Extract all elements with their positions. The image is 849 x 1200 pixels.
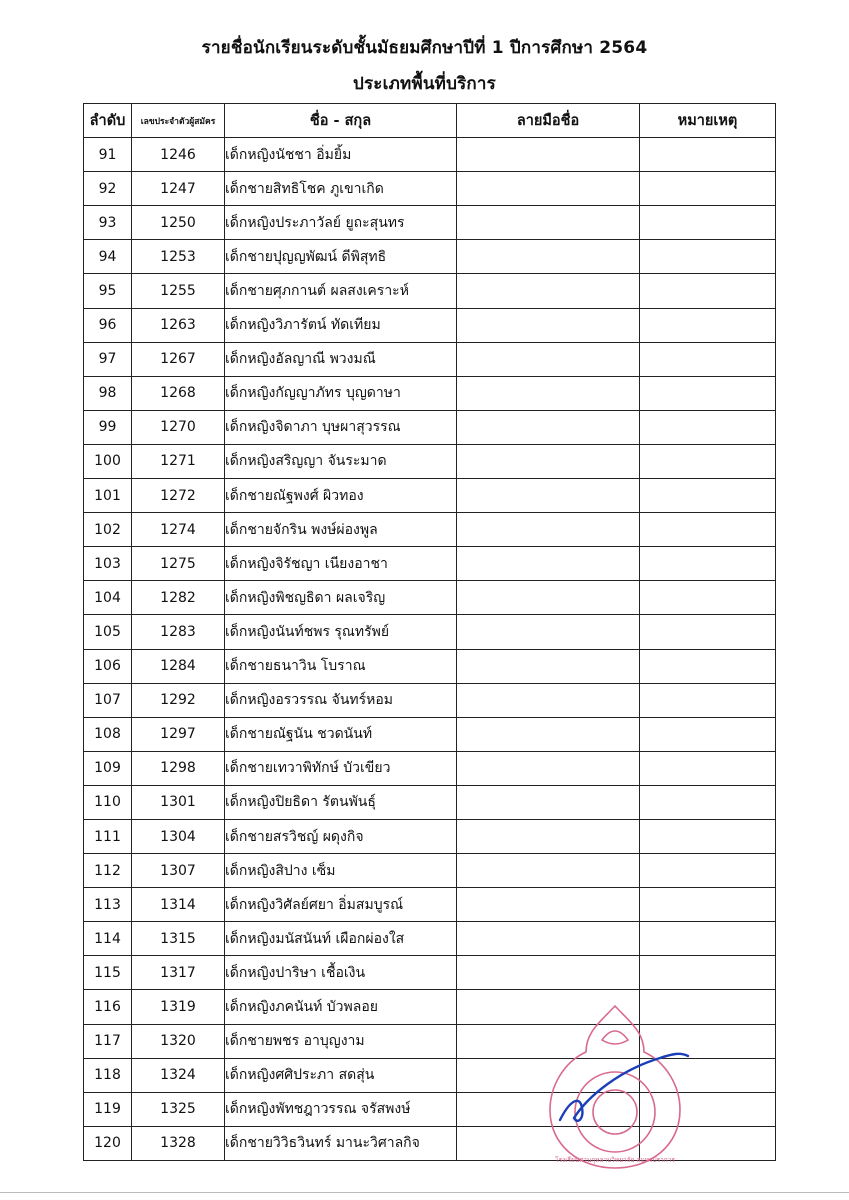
row-applicant-id: 1297 bbox=[132, 717, 225, 751]
row-signature-cell bbox=[457, 683, 640, 717]
column-header-applicant-id: เลขประจำตัวผู้สมัคร bbox=[132, 104, 225, 138]
row-student-name: เด็กหญิงนัชชา อิ่มยิ้ม bbox=[225, 138, 457, 172]
row-remark-cell bbox=[640, 649, 776, 683]
row-student-name: เด็กชายพชร อาบุญงาม bbox=[225, 1024, 457, 1058]
row-applicant-id: 1298 bbox=[132, 751, 225, 785]
row-remark-cell bbox=[640, 479, 776, 513]
row-applicant-id: 1319 bbox=[132, 990, 225, 1024]
row-signature-cell bbox=[457, 819, 640, 853]
row-order-number: 103 bbox=[84, 547, 132, 581]
row-remark-cell bbox=[640, 956, 776, 990]
row-student-name: เด็กหญิงจิรัชญา เนียงอาชา bbox=[225, 547, 457, 581]
row-order-number: 115 bbox=[84, 956, 132, 990]
table-row bbox=[84, 479, 776, 513]
table-row bbox=[84, 513, 776, 547]
row-applicant-id: 1253 bbox=[132, 240, 225, 274]
row-remark-cell bbox=[640, 785, 776, 819]
row-student-name: เด็กหญิงภคนันท์ บัวพลอย bbox=[225, 990, 457, 1024]
row-student-name: เด็กหญิงมนัสนันท์ เผือกผ่องใส bbox=[225, 922, 457, 956]
row-applicant-id: 1250 bbox=[132, 206, 225, 240]
row-signature-cell bbox=[457, 444, 640, 478]
table-row bbox=[84, 922, 776, 956]
row-student-name: เด็กหญิงสิปาง เซ็ม bbox=[225, 854, 457, 888]
row-applicant-id: 1270 bbox=[132, 410, 225, 444]
row-order-number: 107 bbox=[84, 683, 132, 717]
table-row bbox=[84, 888, 776, 922]
row-order-number: 113 bbox=[84, 888, 132, 922]
row-student-name: เด็กหญิงพัทชฎาวรรณ จรัสพงษ์ bbox=[225, 1092, 457, 1126]
row-student-name: เด็กหญิงปาริษา เชื้อเงิน bbox=[225, 956, 457, 990]
table-row bbox=[84, 956, 776, 990]
row-order-number: 93 bbox=[84, 206, 132, 240]
row-remark-cell bbox=[640, 376, 776, 410]
table-row bbox=[84, 308, 776, 342]
school-seal-stamp bbox=[540, 1000, 690, 1175]
row-order-number: 118 bbox=[84, 1058, 132, 1092]
row-order-number: 96 bbox=[84, 308, 132, 342]
row-student-name: เด็กชายจักริน พงษ์ผ่องพูล bbox=[225, 513, 457, 547]
row-student-name: เด็กชายวิวิธวินทร์ มานะวิศาลกิจ bbox=[225, 1126, 457, 1160]
row-applicant-id: 1304 bbox=[132, 819, 225, 853]
table-row bbox=[84, 581, 776, 615]
row-order-number: 100 bbox=[84, 444, 132, 478]
row-applicant-id: 1255 bbox=[132, 274, 225, 308]
row-order-number: 102 bbox=[84, 513, 132, 547]
row-applicant-id: 1320 bbox=[132, 1024, 225, 1058]
row-student-name: เด็กหญิงวิศัลย์ศยา อิ่มสมบูรณ์ bbox=[225, 888, 457, 922]
row-signature-cell bbox=[457, 615, 640, 649]
row-remark-cell bbox=[640, 308, 776, 342]
row-remark-cell bbox=[640, 513, 776, 547]
row-signature-cell bbox=[457, 240, 640, 274]
row-remark-cell bbox=[640, 751, 776, 785]
row-remark-cell bbox=[640, 444, 776, 478]
row-applicant-id: 1284 bbox=[132, 649, 225, 683]
table-row bbox=[84, 342, 776, 376]
row-student-name: เด็กหญิงสริญญา จันระมาด bbox=[225, 444, 457, 478]
row-order-number: 101 bbox=[84, 479, 132, 513]
row-order-number: 108 bbox=[84, 717, 132, 751]
row-order-number: 92 bbox=[84, 172, 132, 206]
table-row bbox=[84, 717, 776, 751]
row-applicant-id: 1247 bbox=[132, 172, 225, 206]
row-order-number: 109 bbox=[84, 751, 132, 785]
table-row bbox=[84, 785, 776, 819]
column-header-signature: ลายมือชื่อ bbox=[457, 104, 640, 138]
row-applicant-id: 1301 bbox=[132, 785, 225, 819]
table-row bbox=[84, 683, 776, 717]
row-order-number: 110 bbox=[84, 785, 132, 819]
row-applicant-id: 1325 bbox=[132, 1092, 225, 1126]
row-applicant-id: 1267 bbox=[132, 342, 225, 376]
table-row bbox=[84, 854, 776, 888]
row-applicant-id: 1317 bbox=[132, 956, 225, 990]
row-student-name: เด็กชายสิทธิโชค ภูเขาเกิด bbox=[225, 172, 457, 206]
row-applicant-id: 1292 bbox=[132, 683, 225, 717]
row-remark-cell bbox=[640, 547, 776, 581]
row-order-number: 120 bbox=[84, 1126, 132, 1160]
row-order-number: 112 bbox=[84, 854, 132, 888]
row-applicant-id: 1246 bbox=[132, 138, 225, 172]
row-order-number: 104 bbox=[84, 581, 132, 615]
row-signature-cell bbox=[457, 138, 640, 172]
row-applicant-id: 1282 bbox=[132, 581, 225, 615]
row-student-name: เด็กหญิงประภาวัลย์ ยูถะสุนทร bbox=[225, 206, 457, 240]
handwritten-signature bbox=[560, 1054, 688, 1121]
row-remark-cell bbox=[640, 854, 776, 888]
row-signature-cell bbox=[457, 547, 640, 581]
table-row bbox=[84, 172, 776, 206]
row-signature-cell bbox=[457, 717, 640, 751]
row-signature-cell bbox=[457, 888, 640, 922]
row-remark-cell bbox=[640, 410, 776, 444]
table-row bbox=[84, 751, 776, 785]
seal-text: โรงเรียนสวนกุหลาบวิทยาลัย สมุทรปราการ bbox=[555, 1156, 675, 1164]
column-header-order: ลำดับ bbox=[84, 104, 132, 138]
row-applicant-id: 1272 bbox=[132, 479, 225, 513]
row-order-number: 99 bbox=[84, 410, 132, 444]
row-order-number: 116 bbox=[84, 990, 132, 1024]
table-row bbox=[84, 240, 776, 274]
table-row bbox=[84, 819, 776, 853]
row-applicant-id: 1274 bbox=[132, 513, 225, 547]
row-order-number: 119 bbox=[84, 1092, 132, 1126]
table-row bbox=[84, 274, 776, 308]
row-applicant-id: 1314 bbox=[132, 888, 225, 922]
row-signature-cell bbox=[457, 854, 640, 888]
table-row bbox=[84, 649, 776, 683]
row-remark-cell bbox=[640, 240, 776, 274]
column-header-remark: หมายเหตุ bbox=[640, 104, 776, 138]
row-signature-cell bbox=[457, 956, 640, 990]
document-title: รายชื่อนักเรียนระดับชั้นมัธยมศึกษาปีที่ 1 ปีการศึกษา 2564 bbox=[201, 38, 648, 58]
column-header-name: ชื่อ - สกุล bbox=[225, 104, 457, 138]
row-applicant-id: 1324 bbox=[132, 1058, 225, 1092]
row-student-name: เด็กชายณัฐพงศ์ ผิวทอง bbox=[225, 479, 457, 513]
table-row bbox=[84, 547, 776, 581]
table-row bbox=[84, 138, 776, 172]
table-row bbox=[84, 206, 776, 240]
row-order-number: 97 bbox=[84, 342, 132, 376]
row-student-name: เด็กชายสรวิชญ์ ผดุงกิจ bbox=[225, 819, 457, 853]
row-signature-cell bbox=[457, 376, 640, 410]
row-remark-cell bbox=[640, 819, 776, 853]
row-student-name: เด็กหญิงกัญญาภัทร บุญดาษา bbox=[225, 376, 457, 410]
row-applicant-id: 1283 bbox=[132, 615, 225, 649]
row-signature-cell bbox=[457, 785, 640, 819]
table-row bbox=[84, 444, 776, 478]
table-row bbox=[84, 376, 776, 410]
row-remark-cell bbox=[640, 206, 776, 240]
row-student-name: เด็กหญิงอัลญาณี พวงมณี bbox=[225, 342, 457, 376]
row-student-name: เด็กหญิงพิชญธิดา ผลเจริญ bbox=[225, 581, 457, 615]
row-signature-cell bbox=[457, 274, 640, 308]
table-row bbox=[84, 410, 776, 444]
row-student-name: เด็กหญิงศศิประภา สดสุ่น bbox=[225, 1058, 457, 1092]
row-order-number: 95 bbox=[84, 274, 132, 308]
row-student-name: เด็กหญิงอรวรรณ จันทร์หอม bbox=[225, 683, 457, 717]
row-student-name: เด็กชายเทวาพิทักษ์ บัวเขียว bbox=[225, 751, 457, 785]
row-order-number: 106 bbox=[84, 649, 132, 683]
row-order-number: 91 bbox=[84, 138, 132, 172]
row-order-number: 111 bbox=[84, 819, 132, 853]
row-applicant-id: 1268 bbox=[132, 376, 225, 410]
row-order-number: 114 bbox=[84, 922, 132, 956]
row-remark-cell bbox=[640, 172, 776, 206]
row-applicant-id: 1271 bbox=[132, 444, 225, 478]
document-subtitle: ประเภทพื้นที่บริการ bbox=[352, 74, 496, 94]
table-row bbox=[84, 615, 776, 649]
row-signature-cell bbox=[457, 649, 640, 683]
row-signature-cell bbox=[457, 410, 640, 444]
row-order-number: 98 bbox=[84, 376, 132, 410]
row-remark-cell bbox=[640, 342, 776, 376]
row-signature-cell bbox=[457, 513, 640, 547]
row-student-name: เด็กหญิงปิยธิดา รัตนพันธุ์ bbox=[225, 785, 457, 819]
row-student-name: เด็กชายปุญญพัฒน์ ดีพิสุทธิ bbox=[225, 240, 457, 274]
row-remark-cell bbox=[640, 717, 776, 751]
row-signature-cell bbox=[457, 342, 640, 376]
row-signature-cell bbox=[457, 308, 640, 342]
row-signature-cell bbox=[457, 581, 640, 615]
page-edge-line bbox=[0, 1192, 849, 1193]
row-student-name: เด็กชายศุภกานต์ ผลสงเคราะห์ bbox=[225, 274, 457, 308]
row-student-name: เด็กชายณัฐนัน ชวดนันท์ bbox=[225, 717, 457, 751]
row-applicant-id: 1275 bbox=[132, 547, 225, 581]
row-signature-cell bbox=[457, 206, 640, 240]
table-header-row bbox=[84, 104, 776, 138]
row-remark-cell bbox=[640, 683, 776, 717]
row-remark-cell bbox=[640, 581, 776, 615]
row-remark-cell bbox=[640, 922, 776, 956]
row-student-name: เด็กหญิงวิภารัตน์ ทัดเทียม bbox=[225, 308, 457, 342]
row-signature-cell bbox=[457, 922, 640, 956]
row-remark-cell bbox=[640, 274, 776, 308]
row-signature-cell bbox=[457, 479, 640, 513]
row-applicant-id: 1315 bbox=[132, 922, 225, 956]
row-order-number: 105 bbox=[84, 615, 132, 649]
row-student-name: เด็กหญิงนันท์ชพร รุณทรัพย์ bbox=[225, 615, 457, 649]
row-student-name: เด็กชายธนาวิน โบราณ bbox=[225, 649, 457, 683]
row-order-number: 117 bbox=[84, 1024, 132, 1058]
row-applicant-id: 1307 bbox=[132, 854, 225, 888]
row-signature-cell bbox=[457, 751, 640, 785]
row-remark-cell bbox=[640, 615, 776, 649]
row-signature-cell bbox=[457, 172, 640, 206]
row-applicant-id: 1328 bbox=[132, 1126, 225, 1160]
row-student-name: เด็กหญิงจิดาภา บุษผาสุวรรณ bbox=[225, 410, 457, 444]
row-remark-cell bbox=[640, 888, 776, 922]
row-remark-cell bbox=[640, 138, 776, 172]
row-applicant-id: 1263 bbox=[132, 308, 225, 342]
row-order-number: 94 bbox=[84, 240, 132, 274]
